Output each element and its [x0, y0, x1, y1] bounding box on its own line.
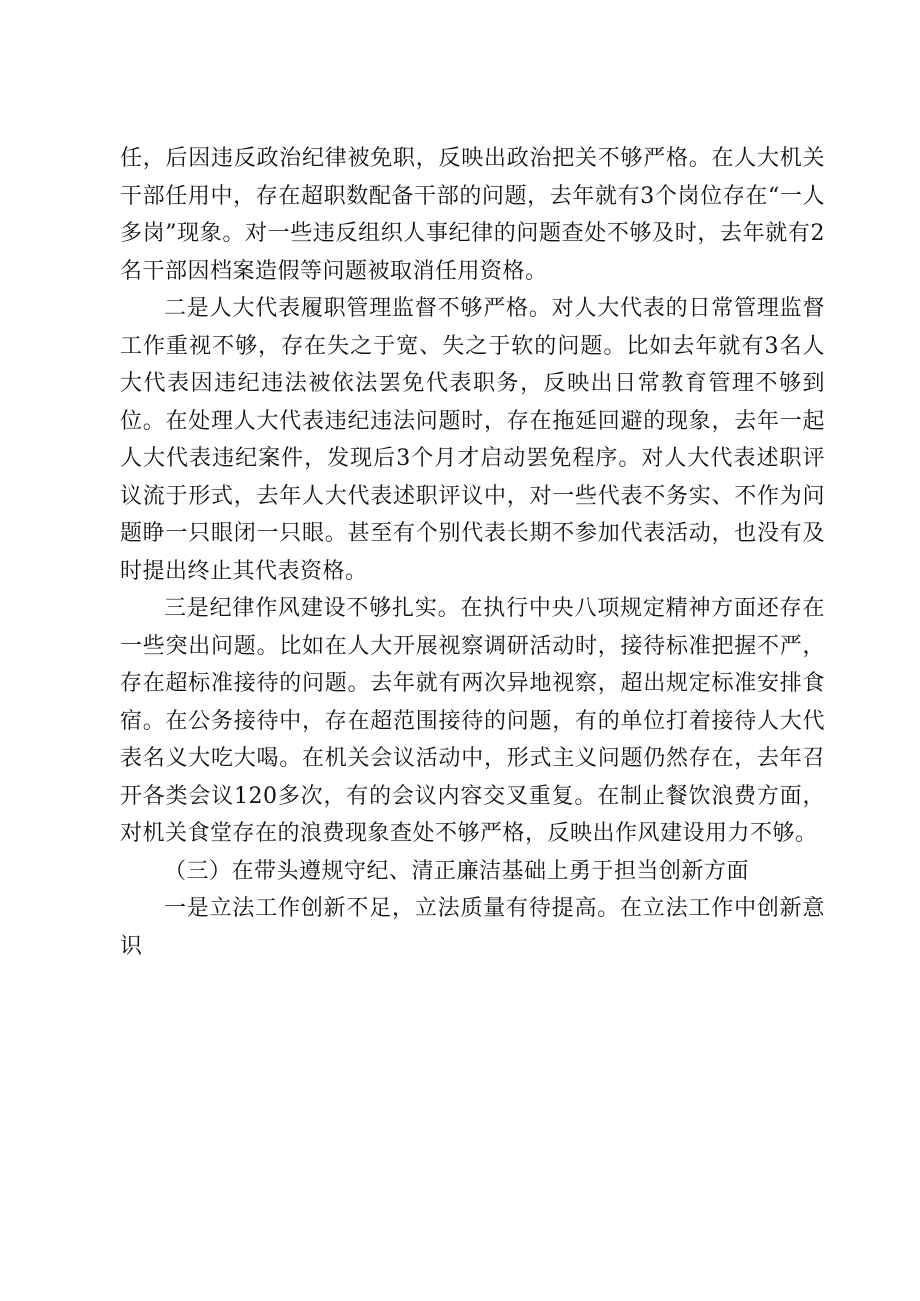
paragraph-point-two: 二是人大代表履职管理监督不够严格。对人大代表的日常管理监督工作重视不够，存在失之于宽、失之于软的问题。比如去年就有3名人大代表因违纪违法被依法罢免代表职务，反映出日常教育管理不够到位。在处理人大代表违纪违法问题时，存在拖延回避的现象，去年一起人大代表违纪案件，发现后3个月才启动罢免程序。对人大代表述职评议流于形式，去年人大代表述职评议中，对一些代表不务实、不作为问题睁一只眼闭一只眼。甚至有个别代表长期不参加代表活动，也没有及时提出终止其代表资格。: [120, 296, 825, 584]
paragraph-continued: 任，后因违反政治纪律被免职，反映出政治把关不够严格。在人大机关干部任用中，存在超职数配备干部的问题，去年就有3个岗位存在“一人多岗”现象。对一些违反组织人事纪律的问题查处不够及时，去年就有2名干部因档案造假等问题被取消任用资格。: [120, 146, 825, 284]
section-heading: （三）在带头遵规守纪、清正廉洁基础上勇于担当创新方面: [164, 858, 750, 884]
paragraph-point-one-next: 一是立法工作创新不足，立法质量有待提高。在立法工作中创新意识: [120, 896, 825, 959]
document-body: [120, 140, 825, 965]
paragraph-point-three: 三是纪律作风建设不够扎实。在执行中央八项规定精神方面还存在一些突出问题。比如在人大开展视察调研活动时，接待标准把握不严，存在超标准接待的问题。去年就有两次异地视察，超出规定标准安排食宿。在公务接待中，存在超范围接待的问题，有的单位打着接待人大代表名义大吃大喝。在机关会议活动中，形式主义问题仍然存在，去年召开各类会议120多次，有的会议内容交叉重复。在制止餐饮浪费方面，对机关食堂存在的浪费现象查处不够严格，反映出作风建设用力不够。: [120, 596, 825, 846]
